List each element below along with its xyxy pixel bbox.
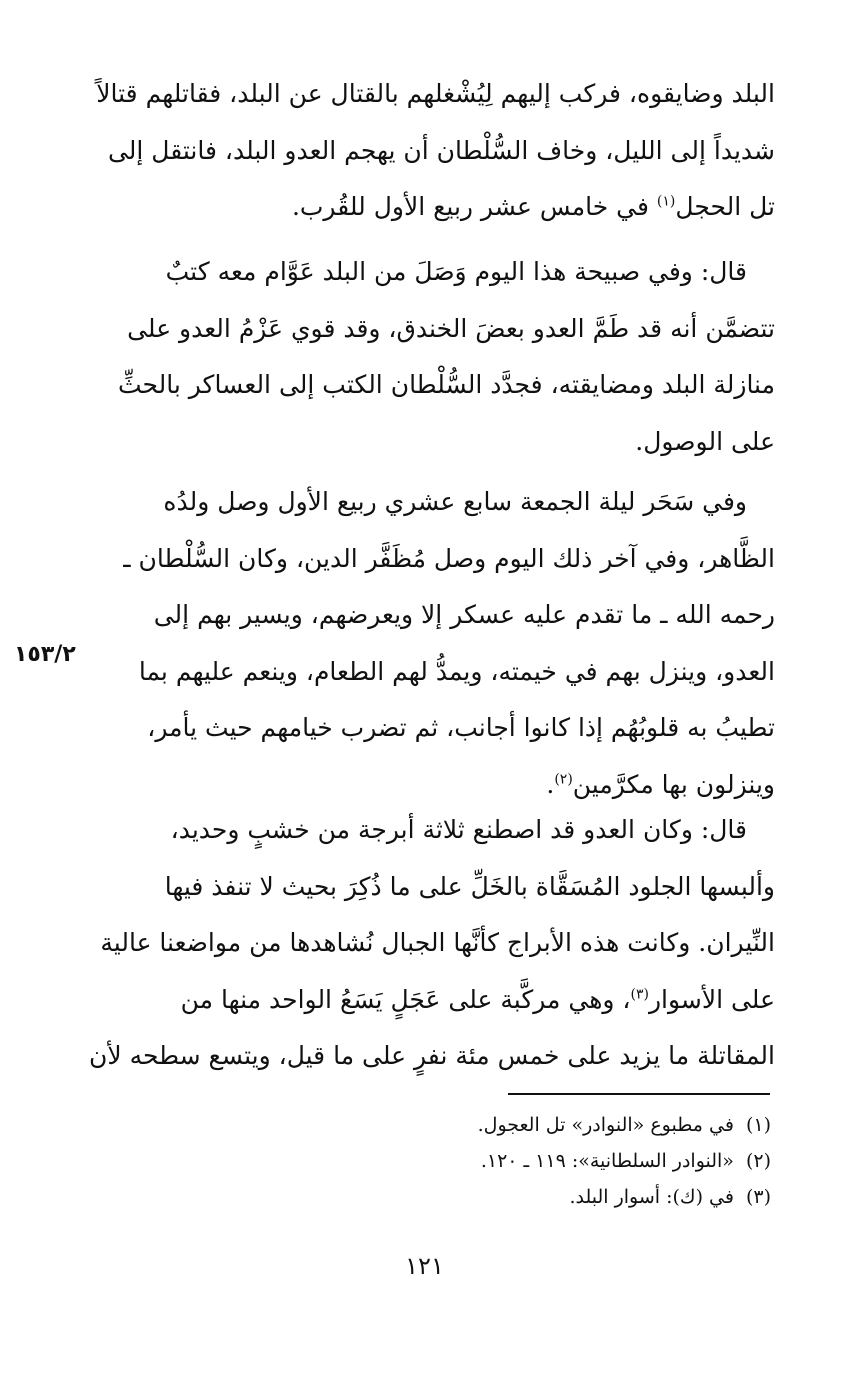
- text-fragment: .: [546, 769, 555, 799]
- text-line: قال: وفي صبيحة هذا اليوم وَصَلَ من البلد عَوَّام معه كتبٌ: [165, 257, 747, 286]
- footnote-text: في مطبوع «النوادر» تل العجول.: [477, 1114, 734, 1136]
- text-line: شديداً إلى الليل، وخاف السُّلْطان أن يهجم العدو البلد، فانتقل إلى: [107, 135, 775, 165]
- text-line: رحمه الله ـ ما تقدم عليه عسكر إلا ويعرضهم، ويسير بهم إلى: [153, 600, 775, 629]
- page-number: ١٢١: [405, 1252, 444, 1280]
- paragraph-4: [75, 802, 775, 1085]
- main-text: [75, 244, 775, 470]
- main-text: [75, 474, 775, 813]
- text-line: [75, 972, 775, 1029]
- text-line: المقاتلة ما يزيد على خمس مئة نفرٍ على ما قيل، ويتسع سطحه لأن: [89, 1041, 775, 1070]
- footnote-number: (٣): [745, 1186, 771, 1208]
- text-line: وألبسها الجلود المُسَقَّاة بالخَلِّ على ما ذُكِرَ بحيث لا تنفذ فيها: [164, 871, 775, 901]
- text-line: الظَّاهر، وفي آخر ذلك اليوم وصل مُظَفَّر الدين، وكان السُّلْطان ـ: [123, 543, 775, 573]
- margin-page-reference: ١٥٣/٢: [14, 642, 76, 667]
- footnotes: [478, 1107, 771, 1215]
- footnote-number: (٢): [745, 1150, 771, 1172]
- text-line: البلد وضايقوه، فركب إليهم لِيُشْغلهم بالقتال عن البلد، فقاتلهم قتالاً: [96, 79, 775, 108]
- text-line: على الوصول.: [635, 426, 775, 456]
- text-line: منازلة البلد ومضايقته، فجدَّد السُّلْطان الكتب إلى العساكر بالحثِّ: [117, 370, 775, 399]
- text-line: [75, 179, 775, 236]
- main-text: [75, 66, 775, 236]
- paragraph-3: [75, 474, 775, 813]
- footnote-item: [478, 1143, 771, 1179]
- footnote-text: «النوادر السلطانية»: ١١٩ ـ ١٢٠.: [480, 1150, 734, 1172]
- paragraph-1: [75, 66, 775, 236]
- text-fragment: وينزلون بها مكرَّمين: [572, 769, 775, 799]
- text-line: قال: وكان العدو قد اصطنع ثلاثة أبرجة من خشبٍ وحديد،: [170, 815, 747, 844]
- text-line: تتضمَّن أنه قد طَمَّ العدو بعضَ الخندق، وقد قوي عَزْمُ العدو على: [127, 313, 775, 343]
- text-line: النِّيران. وكانت هذه الأبراج كأنَّها الجبال نُشاهدها من مواضعنا عالية: [100, 928, 775, 957]
- text-fragment: على الأسوار: [648, 984, 775, 1014]
- paragraph-2: [75, 244, 775, 470]
- footnote-item: [478, 1107, 771, 1143]
- main-text: [75, 802, 775, 1085]
- text-line: تطيبُ به قلوبُهُم إذا كانوا أجانب، ثم تضرب خيامهم حيث يأمر،: [147, 713, 775, 742]
- text-line: وفي سَحَر ليلة الجمعة سابع عشري ربيع الأول وصل ولدُه: [163, 487, 747, 516]
- footnote-ref: (٣): [630, 986, 649, 1003]
- footnote-text: في (ك): أسوار البلد.: [569, 1186, 734, 1208]
- text-line: العدو، وينزل بهم في خيمته، ويمدُّ لهم الطعام، وينعم عليهم بما: [138, 656, 775, 686]
- text-fragment: ، وهي مركَّبة على عَجَلٍ يَسَعُ الواحد منها من: [180, 984, 631, 1014]
- text-fragment: في خامس عشر ربيع الأول للقُرب.: [291, 192, 657, 221]
- footnote-ref: (١): [656, 193, 676, 210]
- footnote-divider: [508, 1093, 770, 1095]
- text-fragment: تل الحجل: [675, 192, 775, 221]
- footnote-item: [478, 1179, 771, 1215]
- footnote-number: (١): [745, 1114, 771, 1136]
- footnote-ref: (٢): [554, 771, 573, 788]
